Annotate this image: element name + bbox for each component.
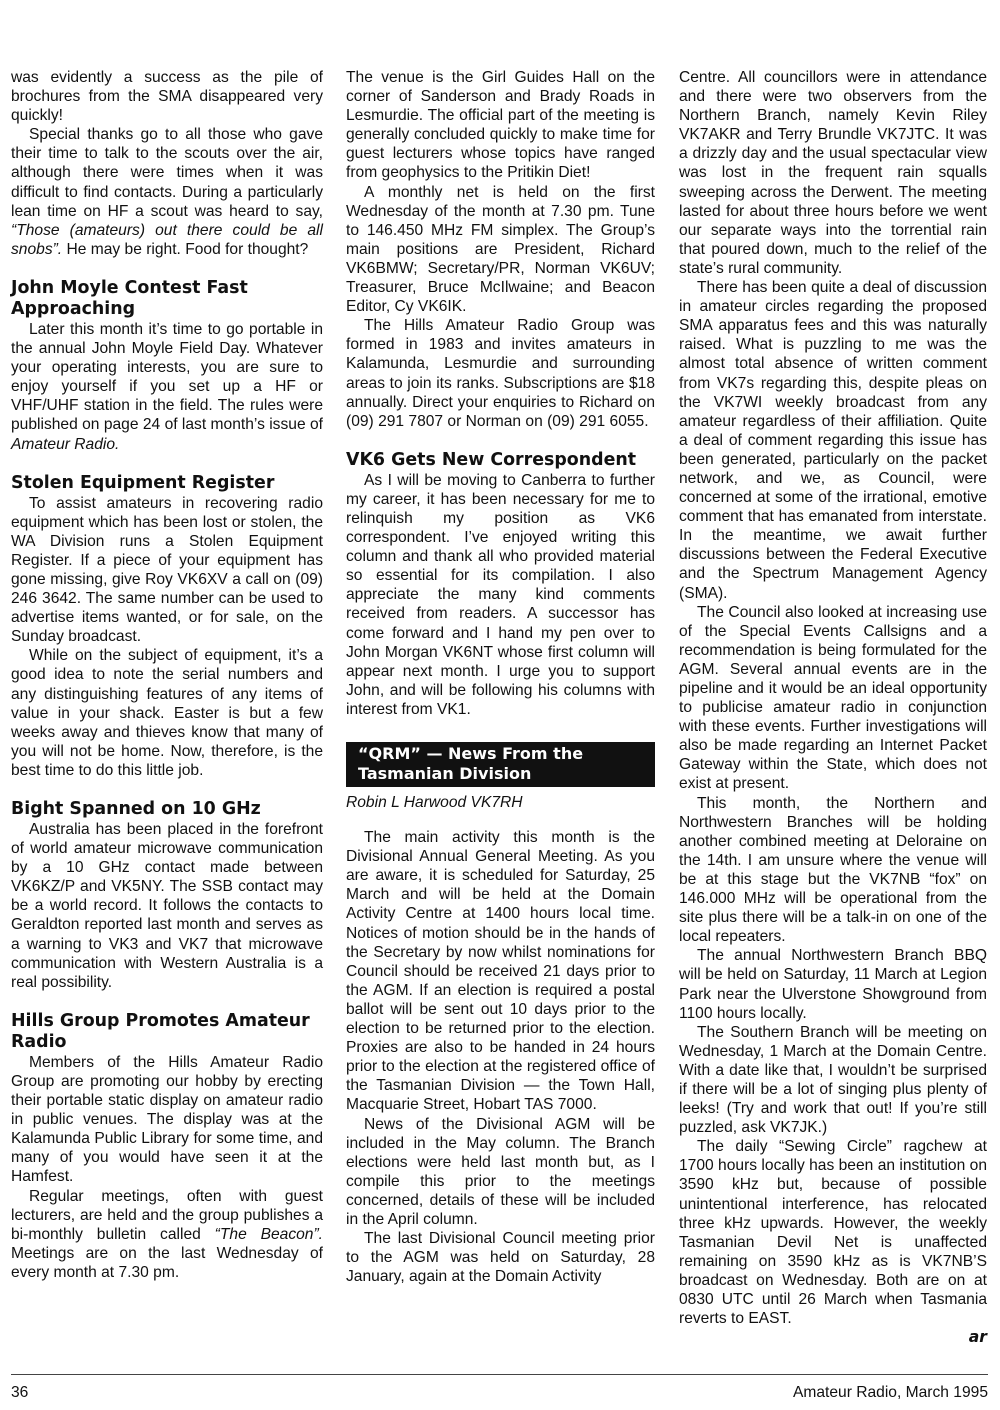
paragraph — [11, 125, 323, 259]
paragraph: As I will be moving to Canberra to further my career, it has been necessary for me to relinquish my position as VK6 correspondent. I’ve enjoyed writing this column and thank all who provided material so essential for its compilation. I also appreciate the many kind comments received from readers. A successor has come forward and I hand my pen over to John Morgan VK6NT whose first column will appear next month. I urge you to support John, and will be following his columns with interest from VK1. — [346, 471, 655, 718]
footer-divider — [11, 1374, 988, 1375]
paragraph — [11, 1187, 323, 1282]
paragraph: The venue is the Girl Guides Hall on the corner of Sanderson and Brady Roads in Lesmurdie. The official part of the meeting is generally concluded quickly to make time for guest lecturers whose topics have ranged from geophysics to the Pritikin Diet! — [346, 69, 655, 182]
paragraph: Members of the Hills Amateur Radio Group are promoting our hobby by erecting their portable static display on amateur radio in public venues. The display was at the Kalamunda Public Library for some time, and many of you would have seen it at the Hamfest. — [11, 1053, 323, 1186]
paragraph: was evidently a success as the pile of brochures from the SMA disappeared very quickly! — [11, 69, 323, 125]
text: Meetings are on the last Wednesday of every month at 7.30 pm. — [11, 1244, 323, 1281]
publication-footer: Amateur Radio, March 1995 — [792, 1384, 988, 1401]
paragraph: The annual Northwestern Branch BBQ will be held on Saturday, 11 March at Legion Park near the Ulverstone Showground from 1100 hours locally. — [679, 947, 987, 1022]
section-banner-qrm: “QRM” — News From the Tasmanian Division — [346, 742, 655, 787]
heading-stolen-equipment: Stolen Equipment Register — [11, 472, 275, 493]
text: Special thanks go to all those who gave their time to talk to the scouts over the air, although there were times when it was difficult to find contacts. During a particularly lean time on HF a scout was heard to say, — [11, 126, 323, 220]
bulletin-title: “The Beacon”. — [214, 1225, 324, 1243]
end-mark: ar — [968, 1328, 987, 1347]
paragraph: The Southern Branch will be meeting on Wednesday, 1 March at the Domain Centre. With a date like that, I wouldn’t be surprised if there will be a lot of singing plus plenty of leeks! (Try and work that out! If you’re still puzzled, ask VK7JK.) — [679, 1023, 987, 1137]
paragraph: The Hills Amateur Radio Group was formed in 1983 and invites amateurs in Kalamunda, Lesmurdie and surrounding areas to join its ranks. Subscriptions are $18 annually. Direct your enquiries to Richard on (09) 291 7807 or Norman on (09) 291 6055. — [346, 317, 655, 430]
paragraph: A monthly net is held on the first Wednesday of the month at 7.30 pm. Tune to 146.450 MHz FM simplex. The Group’s main positions are President, Richard VK6BMW; Secretary/PR, Norman VK6UV; Treasurer, Bruce McIlwaine; and Beacon Editor, Cy VK6IK. — [346, 183, 655, 316]
paragraph: The last Divisional Council meeting prior to the AGM was held on Saturday, 28 January, again at the Domain Activity — [346, 1230, 655, 1286]
column-1 — [11, 68, 323, 1282]
paragraph: The daily “Sewing Circle” ragchew at 1700 hours locally has been an institution on 3590 kHz but, because of possible unintentional interference, has relocated three kHz upwards. However, the weekly Tasmanian Devil Net is unaffected remaining on 3590 kHz as is VK7NB’S broadcast on Wednesday. Both are on at 0830 UTC until 26 March when Tasmania reverts to EAST. — [679, 1138, 987, 1328]
magazine-title: Amateur Radio. — [11, 435, 120, 453]
paragraph: News of the Divisional AGM will be included in the May column. The Branch elections were held last month but, as I compile this prior to the meetings concerned, details of these will be included in the April column. — [346, 1115, 655, 1228]
paragraph — [11, 320, 323, 454]
paragraph: The main activity this month is the Divisional Annual General Meeting. As you are aware, it is scheduled for Saturday, 25 March and will be held at the Domain Activity Centre at 1400 hours local time. Notices of motion should be in the hands of the Secretary by now whilst nominations for Council should be received 21 days prior to the AGM. If an election is required a postal ballot will be sent out 10 days prior to the election to be returned prior to the election. Proxies are also to be handed in 24 hours prior to the election at the registered office of the Tasmanian Division — the Town Hall, Macquarie Street, Hobart TAS 7000. — [346, 829, 655, 1114]
page-number: 36 — [11, 1384, 29, 1401]
paragraph: There has been quite a deal of discussion in amateur circles regarding the proposed SMA apparatus fees and this was naturally raised. What is puzzling to me was the almost total absence of written comment from VK7s regarding this, despite pleas on the VK7WI weekly broadcast from any amateur regardless of their affiliation. Quite a deal of comment regarding this issue has been generated, particularly on the packet network, and we, as Council, were concerned at some of the irrational, emotive comment that has emanated from interstate. In the meantime, we await further discussions between the Federal Executive and the Spectrum Management Agency (SMA). — [679, 279, 987, 602]
text: Regular meetings, often with guest lecturers, are held and the group publishes a bi-monthly bulletin called — [11, 1187, 323, 1243]
heading-vk6-correspondent: VK6 Gets New Correspondent — [346, 449, 637, 470]
quote: “Those (amateurs) out there could be all snobs”. — [11, 221, 323, 258]
paragraph: This month, the Northern and Northwestern Branches will be holding another combined meeting at Deloraine on the 14th. I am unsure where the venue will be at this stage but the VK7NB “fox” on 146.000 MHz will be operational from the site plus there will be a talk-in on one of the local repeaters. — [679, 794, 987, 946]
heading-bight-spanned: Bight Spanned on 10 GHz — [11, 799, 261, 819]
text: Later this month it’s time to go portable in the annual John Moyle Field Day. Whatever your operating interests, you are sure to enjoy yourself if you set up a HF or VHF/UHF station in the field. The rules were published on page 24 of last month’s issue of — [11, 320, 323, 434]
paragraph: To assist amateurs in recovering radio equipment which has been lost or stolen, the WA Division runs a Stolen Equipment Register. If a piece of your equipment has gone missing, give Roy VK6XV a call on (09) 246 3642. The same number can be used to advertise items wanted, or for sale, on the Sunday broadcast. — [11, 494, 323, 646]
paragraph: Centre. All councillors were in attendance and there were two observers from the Northern Branch, namely Kevin Riley VK7AKR and Terry Brundle VK7JTC. It was a drizzly day and the usual spectacular view was lost in the frequent rain squalls sweeping across the Derwent. The meeting lasted for about three hours before we went our separate ways into the torrential rain that poured down, much to the relief of the state’s rural community. — [679, 69, 987, 277]
heading-hills-group: Hills Group Promotes Amateur Radio — [11, 1010, 310, 1052]
text: He may be right. Food for thought? — [62, 240, 309, 258]
paragraph: The Council also looked at increasing use of the Special Events Callsigns and a recommendation is being formulated for the AGM. Several annual events are in the pipeline and it would be an ideal opportunity to publicise amateur radio in conjunction with these events. Further investigations will also be made regarding an Internet Packet Gateway within the State, which does not exist at present. — [679, 603, 987, 793]
byline: Robin L Harwood VK7RH — [346, 794, 523, 811]
column-3 — [679, 68, 987, 1347]
column-2 — [346, 68, 655, 1286]
paragraph: While on the subject of equipment, it’s a good idea to note the serial numbers and any distinguishing features of any items of value in your shack. Easter is but a few weeks away and thieves know that many of you will not be home. Now, therefore, is the best time to do this little job. — [11, 647, 323, 779]
heading-john-moyle: John Moyle Contest Fast Approaching — [11, 277, 248, 319]
paragraph: Australia has been placed in the forefront of world amateur microwave communication by a 10 GHz contact made between VK6KZ/P and VK5NY. The SSB contact may be a world record. It follows the contacts to Geraldton reported last month and serves as a warning to VK3 and VK7 that microwave communication with Western Australia is a real possibility. — [11, 821, 323, 991]
